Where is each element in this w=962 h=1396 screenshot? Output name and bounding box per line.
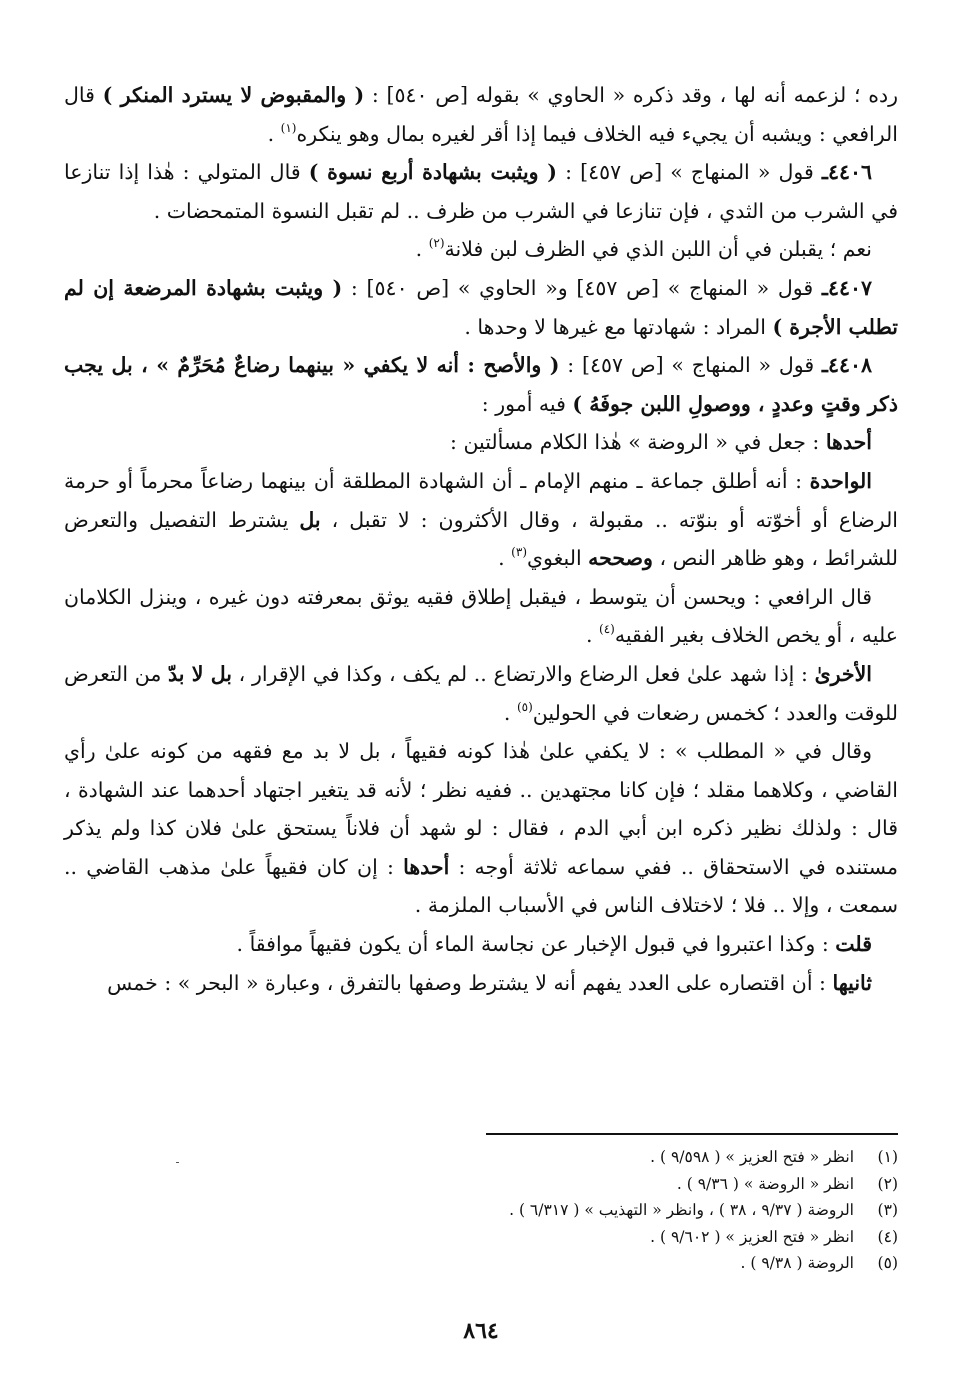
text-run: .	[415, 237, 429, 262]
footnote-number: (٤)	[877, 1227, 898, 1246]
page-number: ٨٦٤	[463, 1318, 499, 1344]
footnote-divider	[486, 1133, 898, 1135]
text-run: : أنه أطلق جماعة ـ منهم الإمام ـ أن الشهادة المطلقة أن بينهما رضاعاً محرماً أو حرمة الرضاع أو أخوّته أو بنوّته .. مقبولة ، وقال الأكثرون : لا تقبل ،	[64, 468, 899, 532]
bold-text: الواحدة	[809, 468, 872, 493]
text-run: البغوي	[527, 546, 589, 571]
text-run: يشترط التفصيل والتعرض للشرائط ، وهو ظاهر النص ،	[64, 507, 898, 571]
bold-text: ( والمقبوض لا يسترد المنكر )	[102, 83, 365, 107]
footnote-ref: (٣)	[511, 545, 527, 560]
bold-text: بل	[299, 507, 321, 532]
footnote-item	[64, 1197, 898, 1224]
text-run: .	[585, 623, 599, 648]
footnote-ref: (٤)	[599, 622, 615, 637]
paragraph	[64, 964, 898, 1003]
footnote-text: انظر « فتح العزيز » ( ٩/٥٩٨ ) .	[650, 1148, 854, 1166]
footnote-text: انظر « فتح العزيز » ( ٩/٦٠٢ ) .	[650, 1227, 854, 1246]
paragraph	[64, 925, 898, 964]
text-run: .	[267, 121, 281, 146]
paragraph	[64, 462, 898, 578]
footnotes	[64, 1144, 898, 1277]
paragraph	[64, 269, 898, 346]
paragraph	[64, 732, 898, 925]
text-run: قول « المنهاج » [ص ٤٥٧] و« الحاوي » [ص ٥٤٠] :	[342, 275, 822, 300]
bold-text: ( ويثبت بشهادة المرضعة إن لم تطلب الأجرة )	[64, 275, 898, 339]
footnote-ref: (٥)	[516, 699, 533, 714]
bold-text: ( والأصح : أنه لا يكفي « بينهما رضاعٌ مُحَرِّمٌ » ، بل يجب ذكر وقتٍ وعددٍ ، ووصولِ اللبن جوفَهُ )	[64, 353, 898, 416]
bold-text: قلت	[835, 932, 872, 957]
footnote-item	[64, 1144, 898, 1171]
text-run: قال الرافعي : ويحسن أن يتوسط ، فيقبل إطلاق فقيه يوثق بمعرفته دون غيره ، وينزل الكلامان عليه ، أو يخص الخلاف بغير الفقيه	[64, 584, 898, 648]
bold-text: أحدها	[403, 854, 450, 879]
text-run: : وكذا اعتبروا في قبول الإخبار عن نجاسة الماء أن يكون فقيهاً موافقاً .	[236, 932, 836, 957]
text-run: : أن اقتصاره على العدد يفهم أنه لا يشترط وصفها بالتفرق ، وعبارة « البحر » : خمس	[107, 970, 833, 995]
footnote-item	[64, 1250, 898, 1277]
paragraph	[64, 230, 898, 269]
bold-text: وصححه	[588, 546, 653, 571]
paragraph	[64, 76, 898, 153]
text-run: المراد : شهادتها مع غيرها لا وحدها .	[464, 314, 773, 339]
text-run: فيه أمور :	[481, 391, 573, 416]
bold-text: أحدها	[825, 430, 872, 455]
footnote-number: (٥)	[877, 1254, 898, 1272]
paragraph	[64, 423, 898, 462]
text-run: .	[503, 700, 517, 725]
paragraph	[64, 346, 898, 423]
footnote-item	[64, 1224, 898, 1251]
text-run: قال المتولي : هٰذا إذا تنازعا في الشرب من الثدي ، فإن تنازعا في الشرب من ظرف .. لم تقبل النسوة المتمحضات .	[64, 160, 898, 223]
paragraph	[64, 153, 898, 230]
text-run: من التعرض للوقت والعدد ؛ كخمس رضعات في الحولين	[64, 661, 898, 725]
footnote-ref: (١)	[280, 120, 297, 135]
text-run: : إن كان فقيهاً علىٰ مذهب القاضي .. سمعت ، وإلا .. فلا ؛ لاختلاف الناس في الأسباب الملزمة .	[64, 854, 898, 918]
bold-text: ٤٤٠٨ـ	[821, 353, 872, 378]
bold-text: ٤٤٠٦ـ	[821, 160, 872, 185]
text-run: قال الرافعي : ويشبه أن يجيء فيه الخلاف فيما إذا أقر لغيره بمال وهو ينكره	[64, 83, 898, 146]
bold-text: ٤٤٠٧ـ	[821, 275, 872, 300]
bold-text: بل لا بدّ	[168, 661, 232, 686]
text-run: وقال في « المطلب » : لا يكفي علىٰ هٰذا كونه فقيهاً ، بل لا بد مع فقهه من كونه علىٰ رأي القاضي ، وكلاهما مقلد ؛ فإن كانا مجتهدين .. ففيه نظر ؛ لأنه قد يتغير اجتهاد أحدهما عند الشهادة ، قال : ولذلك نظير ذكره ابن أبي الدم ، فقال : لو شهد أن فلاناً يستحق علىٰ فلان كذا ولم يذكر مستنده في الاستحقاق .. ففي سماعه ثلاثة أوجه :	[64, 739, 898, 879]
paragraph	[64, 578, 898, 655]
text-run: قول « المنهاج » [ص ٤٥٧] :	[557, 160, 822, 185]
text-run: نعم ؛ يقبلن في أن اللبن الذي في الظرف لبن فلانة	[444, 237, 872, 262]
footnote-number: (١)	[877, 1148, 898, 1166]
footnote-text: الروضة ( ٩/٣٧ ، ٣٨ ) ، وانظر « التهذيب » ( ٦/٣١٧ ) .	[509, 1201, 854, 1219]
footnote-number: (٣)	[877, 1201, 898, 1219]
text-run: رده ؛ لزعمه أنه لها ، وقد ذكره « الحاوي » بقوله [ص ٥٤٠] :	[364, 83, 898, 107]
text-run: : إذا شهد علىٰ فعل الرضاع والارتضاع .. لم يكف ، وكذا في الإقرار ،	[232, 661, 815, 686]
bold-text: ( ويثبت بشهادة أربع نسوة )	[308, 160, 557, 185]
footnote-text: الروضة ( ٩/٣٨ ) .	[740, 1254, 854, 1272]
bold-text: ثانيها	[832, 970, 872, 995]
footnote-number: (٢)	[877, 1174, 898, 1193]
paragraph	[64, 655, 898, 732]
text-run: .	[498, 546, 512, 571]
bold-text: الأخرىٰ	[814, 661, 872, 686]
text-run: قول « المنهاج » [ص ٤٥٧] :	[559, 353, 822, 378]
footnote-item	[64, 1171, 898, 1198]
footnote-ref: (٢)	[428, 236, 445, 251]
footnote-text: انظر « الروضة » ( ٩/٣٦ ) .	[676, 1174, 854, 1193]
main-text	[64, 76, 898, 1002]
text-run: : جعل في « الروضة » هٰذا الكلام مسألتين :	[450, 430, 826, 455]
